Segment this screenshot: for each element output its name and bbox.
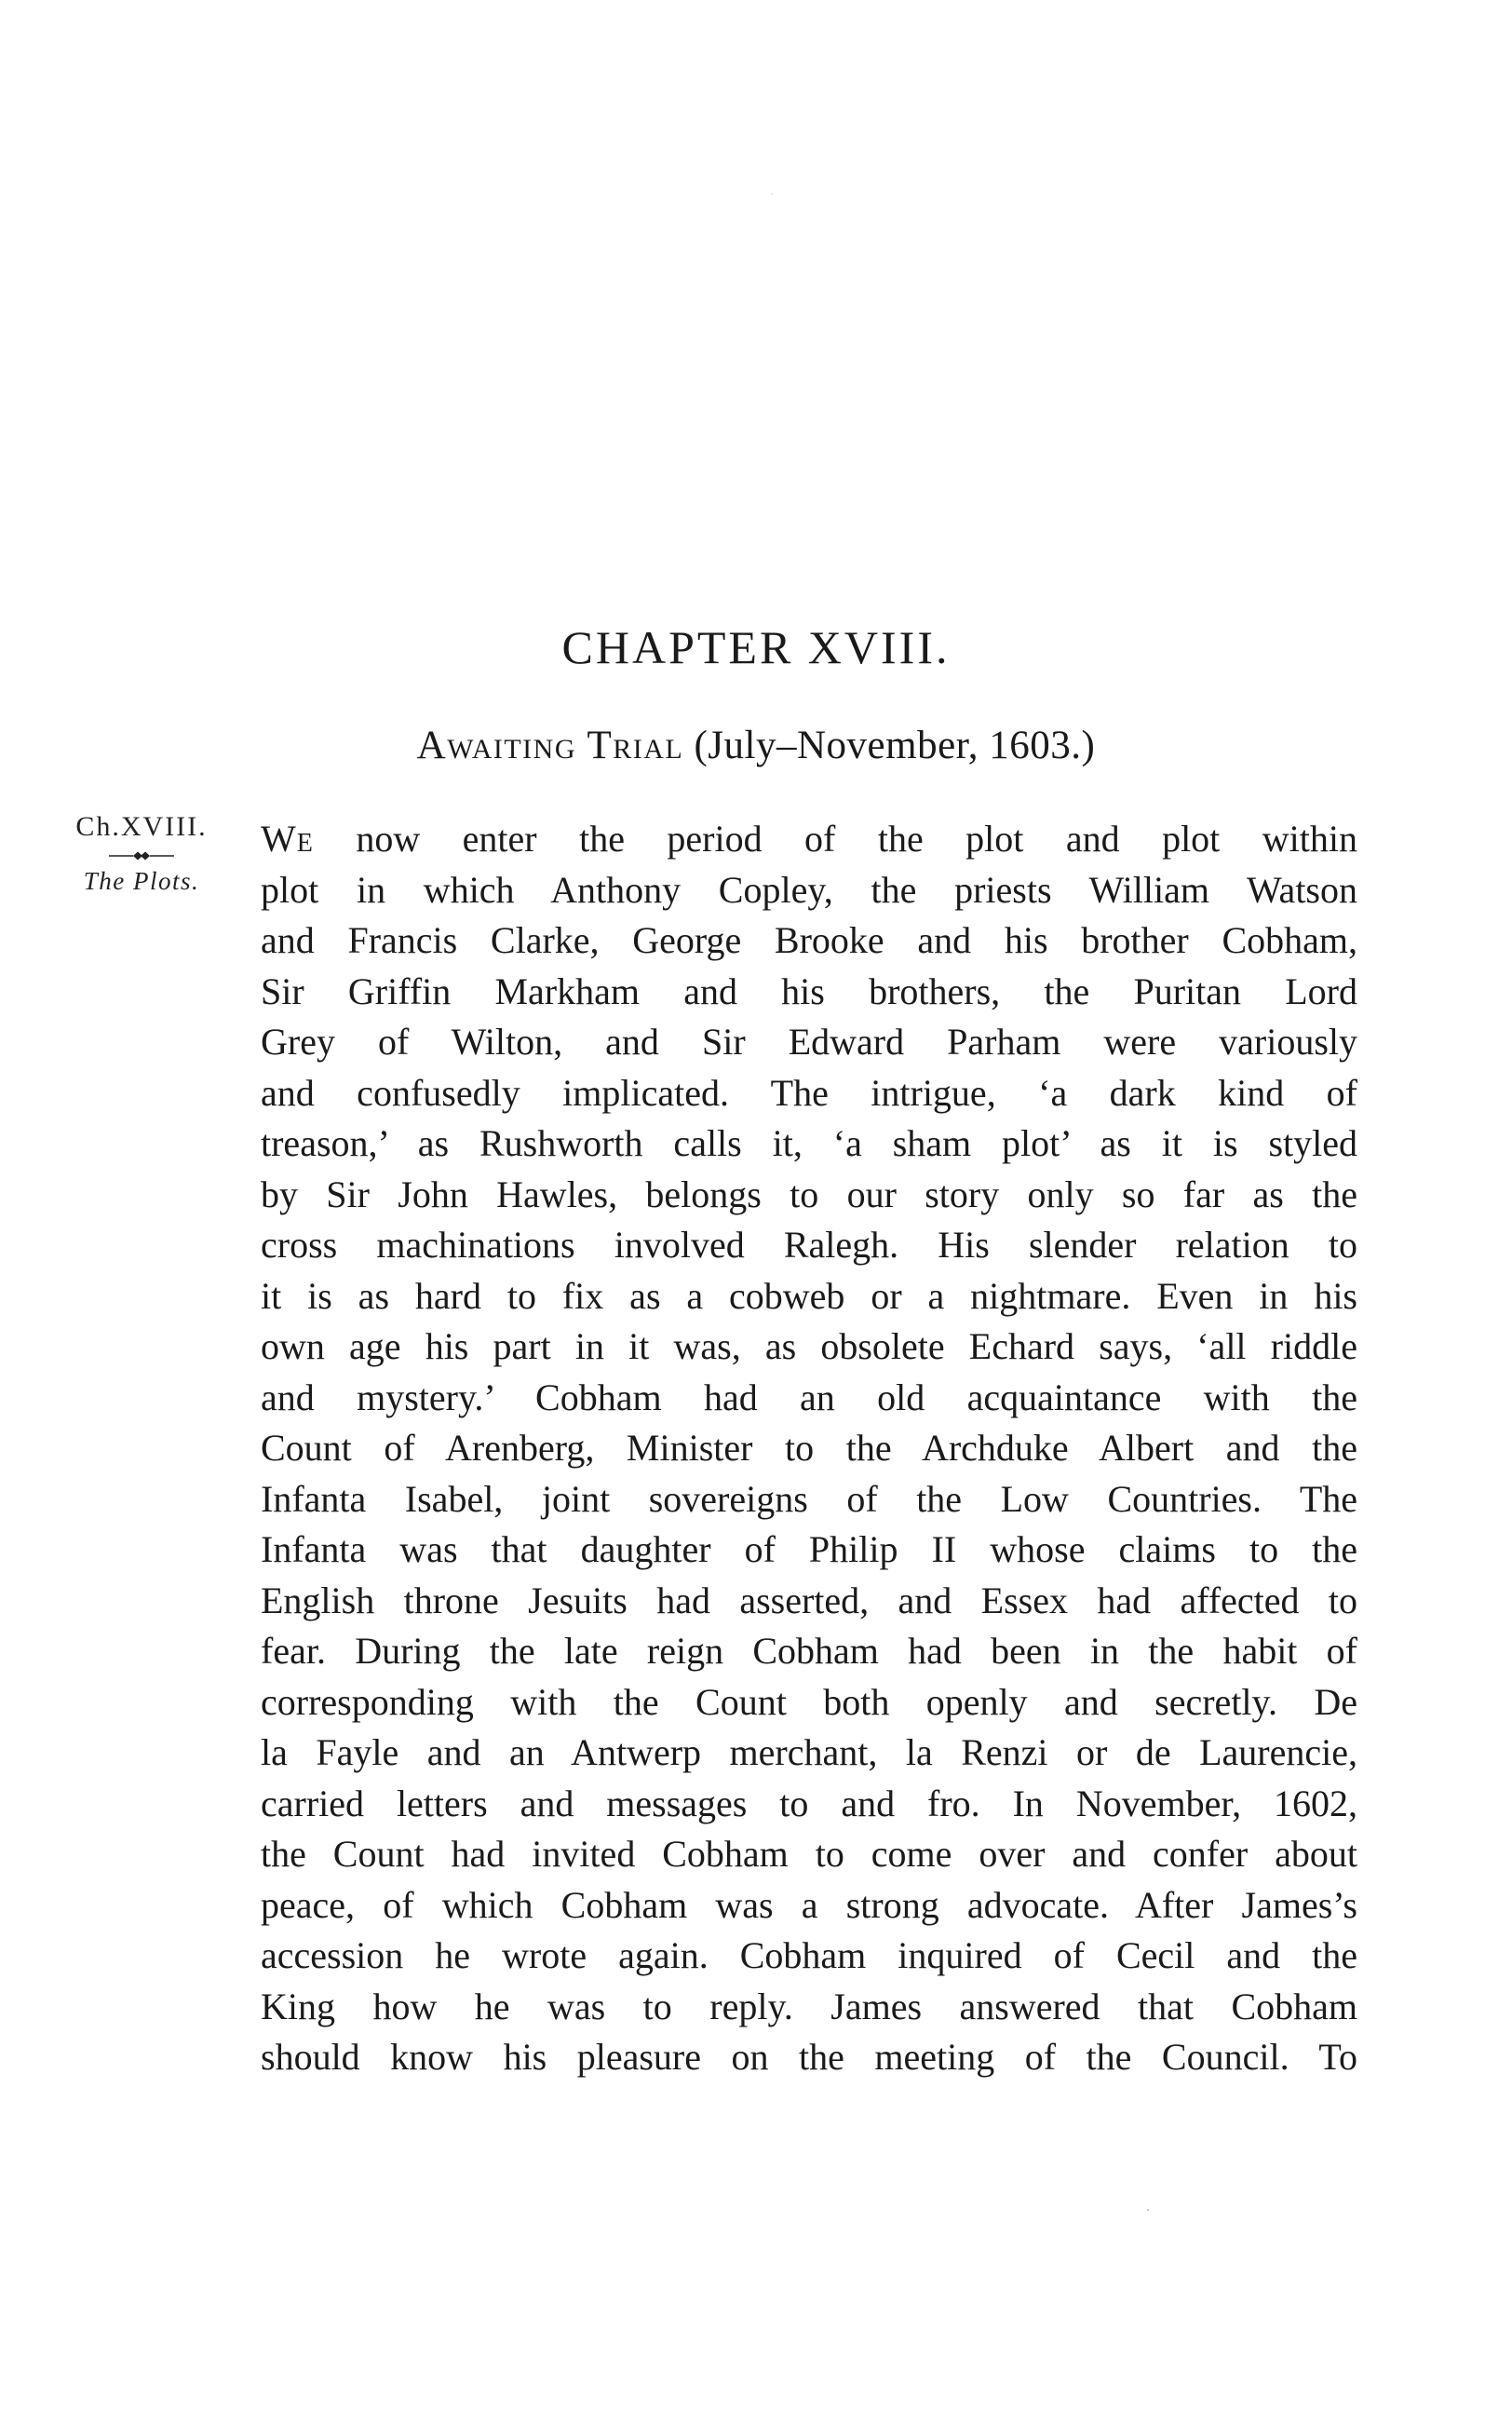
text-line [261,814,1357,865]
text-line: accession he wrote again. Cobham inquired of Cecil and the [261,1934,1357,1976]
text-line: plot in which Anthony Copley, the priests William Watson [261,868,1357,911]
text-line: the Count had invited Cobham to come over and confer about [261,1833,1357,1875]
text-line: and mystery.’ Cobham had an old acquaintance with the [261,1376,1357,1418]
text-line: Count of Arenberg, Minister to the Archduke Albert and the [261,1427,1357,1469]
margin-topic: The Plots. [83,867,200,895]
subtitle-dates: (July–November, 1603.) [683,724,1096,767]
margin-chapter-ref: Ch.XVIII. [75,811,208,842]
text-line: fear. During the late reign Cobham had been in the habit of [261,1630,1357,1672]
text-line: Infanta Isabel, joint sovereigns of the Low Countries. The [261,1477,1357,1520]
text-line: Sir Griffin Markham and his brothers, the Puritan Lord [261,969,1357,1012]
text-line: corresponding with the Count both openly and secretly. De [261,1680,1357,1723]
text-line: treason,’ as Rushworth calls it, ‘a sham plot’ as it is styled [261,1122,1357,1164]
scan-speck [771,193,773,195]
text-line: and Francis Clarke, George Brooke and his brother Cobham, [261,919,1357,961]
scan-speck [1147,2209,1149,2211]
opening-word: We [261,818,314,860]
text-line-rest: now enter the period of the plot and plot within [313,818,1357,860]
text-line: la Fayle and an Antwerp merchant, la Renzi or de Laurencie, [261,1731,1357,1773]
ornament-icon [109,849,174,862]
text-line: English throne Jesuits had asserted, and Essex had affected to [261,1579,1357,1621]
text-line: by Sir John Hawles, belongs to our story only so far as the [261,1173,1357,1215]
text-line: own age his part in it was, as obsolete Echard says, ‘all riddle [261,1325,1357,1367]
text-line: it is as hard to fix as a cobweb or a nightmare. Even in his [261,1274,1357,1317]
text-line: Infanta was that daughter of Philip II whose claims to the [261,1528,1357,1570]
text-line: and confusedly implicated. The intrigue, ‘a dark kind of [261,1071,1357,1114]
text-line: peace, of which Cobham was a strong advocate. After James’s [261,1883,1357,1926]
text-line: King how he was to reply. James answered that Cobham [261,1985,1357,2027]
text-line: should know his pleasure on the meeting of the Council. To [261,2036,1357,2078]
margin-note [48,810,235,896]
chapter-subtitle [0,722,1512,770]
text-line: Grey of Wilton, and Sir Edward Parham were variously [261,1021,1357,1063]
chapter-title: CHAPTER XVIII. [561,621,951,673]
body-paragraph [261,814,1357,2083]
text-line: carried letters and messages to and fro. In November, 1602, [261,1782,1357,1824]
text-line: cross machinations involved Ralegh. His slender relation to [261,1224,1357,1266]
subtitle-small-caps: Awaiting Trial [416,724,684,767]
